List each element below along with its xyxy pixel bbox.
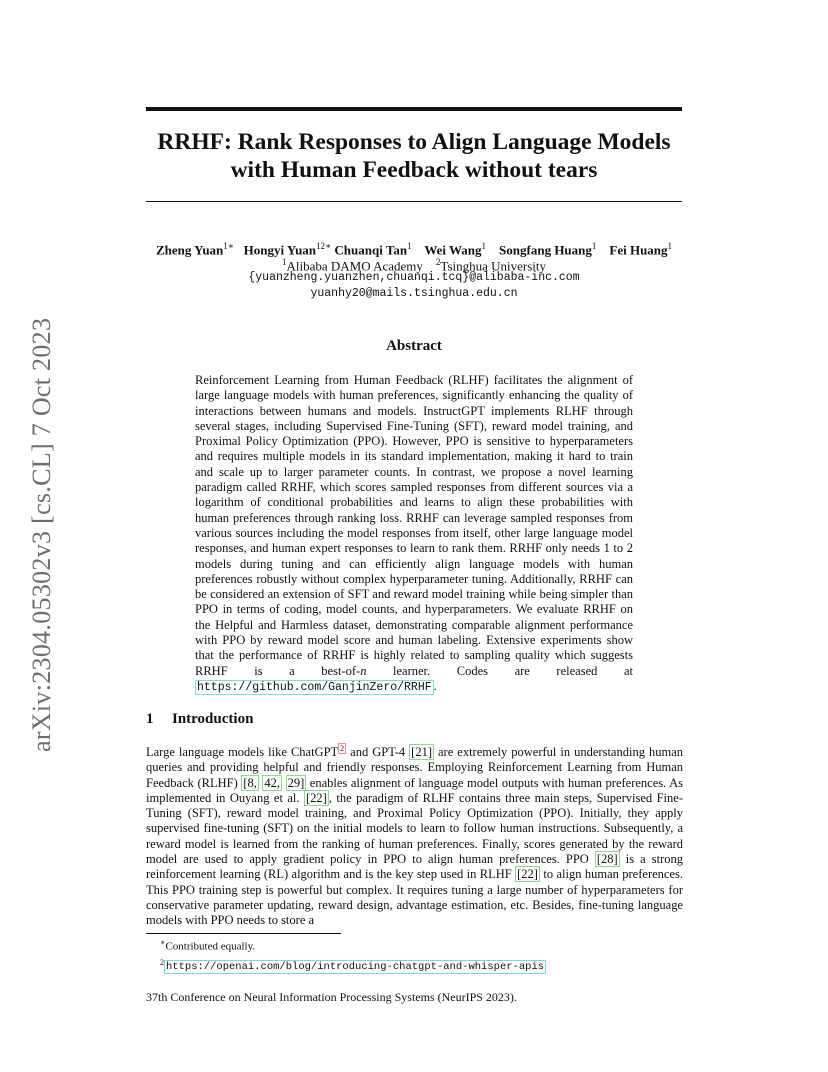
affiliation-2: Tsinghua University	[440, 258, 547, 274]
title-line-1: RRHF: Rank Responses to Align Language Models	[157, 129, 671, 155]
footnote-link[interactable]: 2	[340, 743, 345, 753]
affiliations: $^1$Alibaba DAMO Academy $^2$Tsinghua University	[281, 257, 547, 274]
footnote-item: $^2$ https://openai.com/blog/introducing-chatgpt-and-whisper-apis	[160, 957, 545, 974]
footnote-item: ∗Contributed equally.	[160, 938, 256, 953]
author-name: Chuanqi Tan	[334, 242, 408, 258]
conference-footer: 37th Conference on Neural Information Processing Systems (NeurIPS 2023).	[146, 990, 517, 1004]
author-name: Wei Wang	[424, 242, 482, 258]
author-list: Zheng Yuan$^{1∗}$ Hongyi Yuan$^{12∗}$ Chuanqi Tan$^1$ Wei Wang$^1$ Songfang Huang$^1$ Fei Huang$^1$	[155, 241, 673, 258]
citation-link[interactable]: [28]	[596, 852, 618, 867]
section-number: 1	[146, 711, 154, 727]
section-heading	[146, 711, 253, 728]
author-name: Zheng Yuan	[155, 242, 224, 258]
section-title: Introduction	[172, 711, 254, 727]
title-line-2: with Human Feedback without tears	[230, 157, 598, 183]
citation-link[interactable]: 29]	[287, 775, 305, 790]
email-line: yuanhy20@mails.tsinghua.edu.cn	[310, 287, 518, 300]
affiliation-1: Alibaba DAMO Academy	[286, 258, 423, 274]
code-repo-link[interactable]: https://github.com/GanjinZero/RRHF	[197, 680, 432, 694]
paper-title	[146, 128, 682, 184]
footnote-url-link[interactable]: https://openai.com/blog/introducing-chatgpt-and-whisper-apis	[166, 961, 545, 974]
introduction-paragraph: Large language models like ChatGPT $^2$ and GPT-4 [21] are extremely powerful in understanding human queries and providing helpful and friendly responses. Employing Reinforcement Learning from Human Feedback (RLHF) [8, 42, 29] enables alignment of language model outputs with human preferences. As implemented in Ouyang et al. [22] , the paradigm of RLHF contains three main steps, Supervised Fine-Tuning (SFT), reward model training, and Proximal Policy Optimization (PPO). Initially, they apply supervised fine-tuning (SFT) on the initial models to learn to follow human instructions. Subsequently, a reward model is learned from the ranking of human preferences. Finally, scores generated by the reward model are used to apply gradient policy in PPO to align human preferences. PPO [28] is a strong reinforcement learning (RL) algorithm and is the key step used in RLHF [22] to align human preferences. This PPO training step is powerful but complex. It requires tuning a large number of hyperparameters for conservative parameter updating, reward design, advantage estimation, etc. Besides, fine-tuning language models with PPO needs to store a	[146, 743, 684, 928]
author-name: Fei Huang	[609, 242, 668, 258]
footnotes	[160, 935, 546, 975]
citation-link[interactable]: [22]	[305, 790, 327, 805]
title-bottom-rule	[146, 201, 682, 202]
citation-link[interactable]: [22]	[517, 867, 538, 882]
footnote-rule	[146, 933, 341, 934]
citation-link[interactable]: [8,	[243, 775, 257, 790]
author-name: Songfang Huang	[499, 242, 592, 258]
abstract-heading: Abstract	[386, 338, 442, 354]
abstract-body: Reinforcement Learning from Human Feedback (RLHF) facilitates the alignment of large language models with human preferences, significantly enhancing the quality of interactions between humans and models. InstructGPT implements RLHF through several stages, including Supervised Fine-Tuning (SFT), reward model training, and Proximal Policy Optimization (PPO). However, PPO is sensitive to hyperparameters and requires multiple models in its standard implementation, making it hard to train and scale up to larger parameter counts. In contrast, we propose a novel learning paradigm called RRHF, which scores sampled responses from different sources via a logarithm of conditional probabilities and learns to align these probabilities with human preferences through ranking loss. RRHF can leverage sampled responses from various sources including the model responses from itself, other large language model responses, and human expert responses to learn to rank them. RRHF only needs 1 to 2 models during tuning and can efficiently align language models with human preferences robustly without complex hyperparameter tuning. Additionally, RRHF can be considered an extension of SFT and reward model training while being simpler than PPO in terms of coding, model counts, and hyperparameters. We evaluate RRHF on the Helpful and Harmless dataset, demonstrating comparable alignment performance with PPO by reward model score and human labeling. Extensive experiments show that the performance of RRHF is highly related to sampling quality which suggests RRHF is a best-of-n learner. Codes are released at https://github.com/GanjinZero/RRHF .	[195, 373, 633, 694]
email-line: {yuanzheng.yuanzhen,chuanqi.tcq}@alibaba-inc.com	[248, 271, 580, 284]
citation-link[interactable]: 42,	[264, 775, 281, 790]
citation-link[interactable]: [21]	[411, 745, 432, 759]
title-top-rule	[146, 107, 682, 111]
author-name: Hongyi Yuan	[243, 242, 317, 258]
author-emails	[146, 270, 682, 302]
arxiv-sidebar-stamp: arXiv:2304.05302v3 [cs.CL] 7 Oct 2023	[27, 317, 56, 752]
